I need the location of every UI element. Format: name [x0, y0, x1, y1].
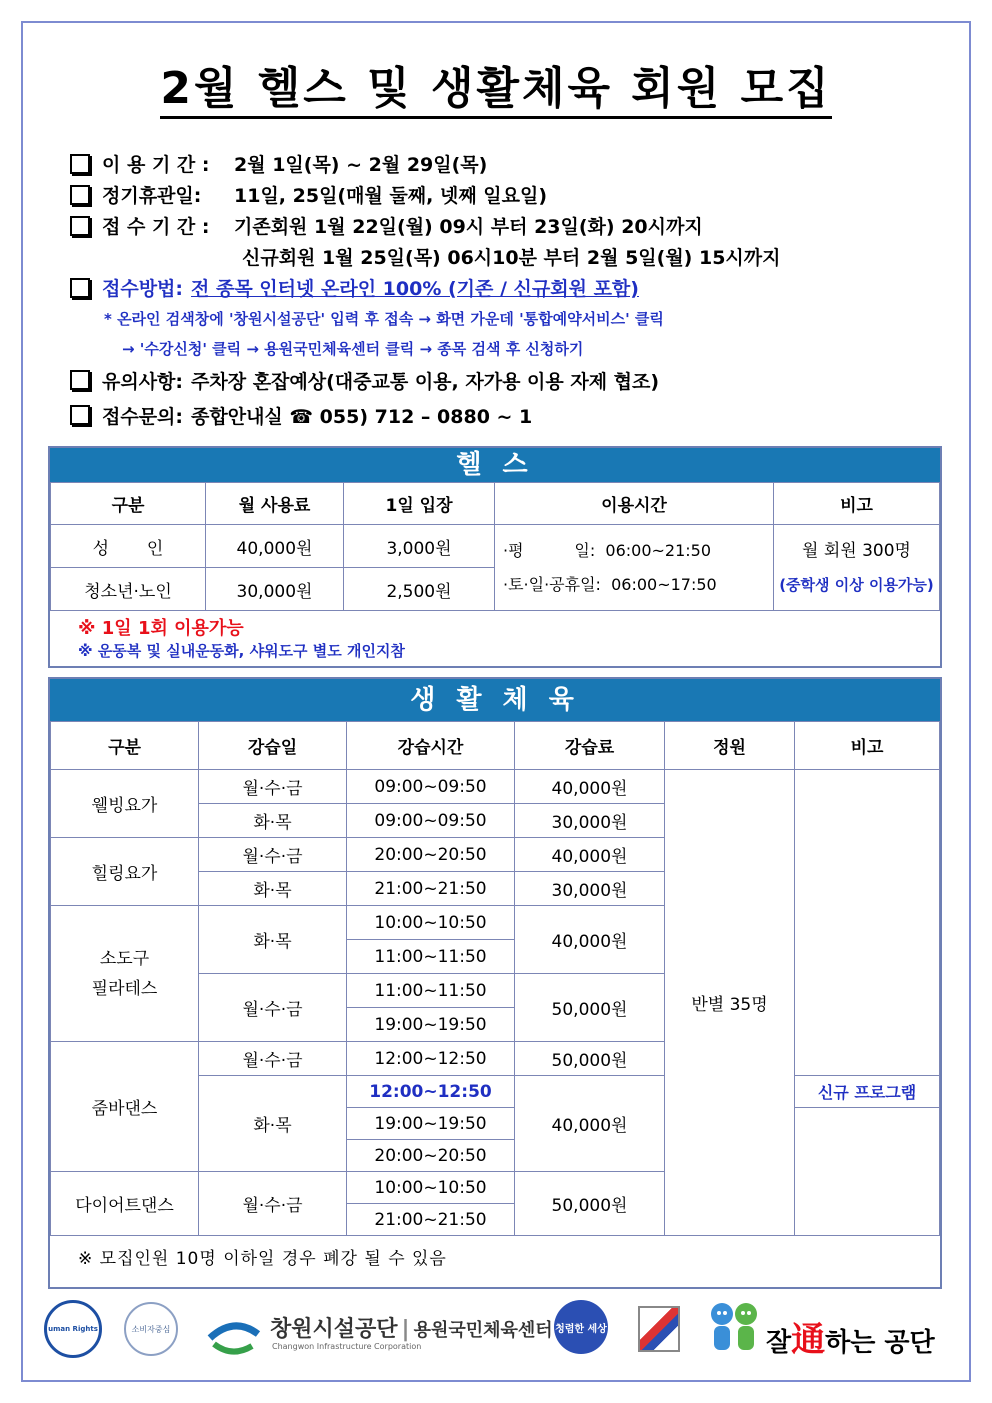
note-cell-empty: [795, 1108, 940, 1236]
days-cell: 월·수·금: [199, 974, 347, 1042]
slogan: 잘通하는 공단: [766, 1320, 935, 1360]
health-daily-adult: 3,000원: [344, 525, 495, 568]
health-note-age: (중학생 이상 이용가능): [779, 575, 934, 594]
info-contact: 접수문의: 종합안내실 ☎ 055) 712 – 0880 ~ 1: [70, 397, 950, 433]
health-monthly-youth: 30,000원: [206, 568, 344, 611]
checkbox-icon: [70, 370, 90, 390]
sports-footnote: ※ 모집인원 10명 이하일 경우 폐강 될 수 있음: [78, 1249, 447, 1269]
time-cell: 19:00~19:50: [347, 1008, 515, 1042]
sports-header-days: 강습일: [199, 722, 347, 770]
days-cell: 월·수·금: [199, 770, 347, 804]
certificate-icon: [638, 1306, 680, 1352]
health-type-adult: 성 인: [51, 525, 206, 568]
health-heading: 헬 스: [50, 448, 940, 482]
sports-header-type: 구분: [51, 722, 199, 770]
health-daily-youth: 2,500원: [344, 568, 495, 611]
time-cell: 11:00~11:50: [347, 974, 515, 1008]
human-rights-badge: uman Rights: [44, 1300, 102, 1358]
time-cell: 19:00~19:50: [347, 1108, 515, 1140]
sports-header-fee: 강습료: [515, 722, 665, 770]
time-cell: 21:00~21:50: [347, 872, 515, 906]
program-wellbeing-yoga: 웰빙요가: [51, 770, 199, 838]
fee-cell: 40,000원: [515, 838, 665, 872]
fee-cell: 40,000원: [515, 906, 665, 974]
corporation-logo-icon: [206, 1316, 262, 1362]
days-cell: 월·수·금: [199, 1172, 347, 1236]
checkbox-icon: [70, 278, 90, 298]
health-header-monthly: 월 사용료: [206, 483, 344, 525]
sports-table: [50, 721, 940, 1236]
integrity-badge: 청렴한 세상: [554, 1300, 608, 1354]
health-header-time: 이용시간: [495, 483, 774, 525]
time-cell: 20:00~20:50: [347, 1140, 515, 1172]
health-time-weekday: ·평 일: 06:00~21:50: [503, 540, 712, 560]
info-apply-2: 신규회원 1월 25일(목) 06시10분 부터 2월 5일(월) 15시까지: [242, 247, 781, 269]
checkbox-icon: [70, 216, 90, 236]
method-note-2: → '수강신청' 클릭 → 용원국민체육센터 클릭 → 종목 검색 후 신청하기: [122, 339, 584, 358]
time-cell: 20:00~20:50: [347, 838, 515, 872]
sports-header-note: 비고: [795, 722, 940, 770]
time-cell: 12:00~12:50: [347, 1042, 515, 1076]
fee-cell: 50,000원: [515, 974, 665, 1042]
program-pilates-line1: 소도구: [99, 948, 150, 969]
health-time: [495, 525, 774, 611]
method-note-1: * 온라인 검색창에 '창원시설공단' 입력 후 접속 → 화면 가운데 '통합예약서비스' 클릭: [104, 309, 664, 328]
program-pilates-line2: 필라테스: [91, 978, 158, 999]
sports-header-time: 강습시간: [347, 722, 515, 770]
corporation-english: Changwon Infrastructure Corporation: [272, 1342, 422, 1351]
health-footnote-2: ※ 운동복 및 실내운동화, 샤워도구 별도 개인지참: [78, 642, 405, 660]
corporation-name: 창원시설공단 | 용원국민체육센터: [270, 1317, 553, 1342]
mascot-icon: [706, 1298, 762, 1362]
days-cell: 화·목: [199, 1076, 347, 1172]
health-note: [774, 525, 940, 611]
fee-cell: 40,000원: [515, 1076, 665, 1172]
health-table: [50, 482, 940, 611]
sports-section: [48, 677, 942, 1289]
fee-cell: 30,000원: [515, 804, 665, 838]
fee-cell: 50,000원: [515, 1042, 665, 1076]
time-cell: 10:00~10:50: [347, 906, 515, 940]
info-section: [70, 148, 950, 433]
capacity-cell: 반별 35명: [665, 770, 795, 1236]
checkbox-icon: [70, 405, 90, 425]
health-header-type: 구분: [51, 483, 206, 525]
health-footnote-1: ※ 1일 1회 이용가능: [78, 618, 244, 639]
program-zumba: 줌바댄스: [51, 1042, 199, 1172]
days-cell: 월·수·금: [199, 838, 347, 872]
time-cell: 09:00~09:50: [347, 770, 515, 804]
time-cell: 11:00~11:50: [347, 940, 515, 974]
days-cell: 화·목: [199, 872, 347, 906]
health-header-daily: 1일 입장: [344, 483, 495, 525]
sports-heading: 생 활 체 육: [50, 679, 940, 721]
program-healing-yoga: 힐링요가: [51, 838, 199, 906]
info-period: 이 용 기 간 : 2월 1일(목) ~ 2월 29일(목): [70, 148, 950, 179]
program-diet-dance: 다이어트댄스: [51, 1172, 199, 1236]
health-note-members: 월 회원 300명: [802, 540, 911, 561]
info-caution: 유의사항: 주차장 혼잡예상(대중교통 이용, 자가용 이용 자제 협조): [70, 363, 950, 397]
time-cell: 21:00~21:50: [347, 1204, 515, 1236]
page-title: 2월 헬스 및 생활체육 회원 모집: [0, 52, 992, 116]
health-type-youth: 청소년·노인: [51, 568, 206, 611]
health-section: [48, 446, 942, 668]
days-cell: 화·목: [199, 804, 347, 838]
info-apply: 접 수 기 간 : 기존회원 1월 22일(월) 09시 부터 23일(화) 20시까지: [70, 210, 950, 241]
program-pilates: [51, 906, 199, 1042]
sports-header-capacity: 정원: [665, 722, 795, 770]
info-method: 접수방법: 전 종목 인터넷 온라인 100% (기존 / 신규회원 포함): [70, 272, 950, 303]
consumer-badge: 소비자중심: [124, 1302, 178, 1356]
info-closed: 정기휴관일: 11일, 25일(매월 둘째, 넷째 일요일): [70, 179, 950, 210]
time-cell: 10:00~10:50: [347, 1172, 515, 1204]
time-cell-new: 12:00~12:50: [347, 1076, 515, 1108]
time-cell: 09:00~09:50: [347, 804, 515, 838]
days-cell: 화·목: [199, 906, 347, 974]
health-time-weekend: ·토·일·공휴일: 06:00~17:50: [503, 574, 717, 594]
checkbox-icon: [70, 154, 90, 174]
health-monthly-adult: 40,000원: [206, 525, 344, 568]
fee-cell: 50,000원: [515, 1172, 665, 1236]
footer-logos: [40, 1298, 950, 1368]
fee-cell: 40,000원: [515, 770, 665, 804]
new-program-note: 신규 프로그램: [795, 1076, 940, 1108]
checkbox-icon: [70, 185, 90, 205]
note-cell-empty: [795, 770, 940, 1076]
health-header-note: 비고: [774, 483, 940, 525]
days-cell: 월·수·금: [199, 1042, 347, 1076]
fee-cell: 30,000원: [515, 872, 665, 906]
